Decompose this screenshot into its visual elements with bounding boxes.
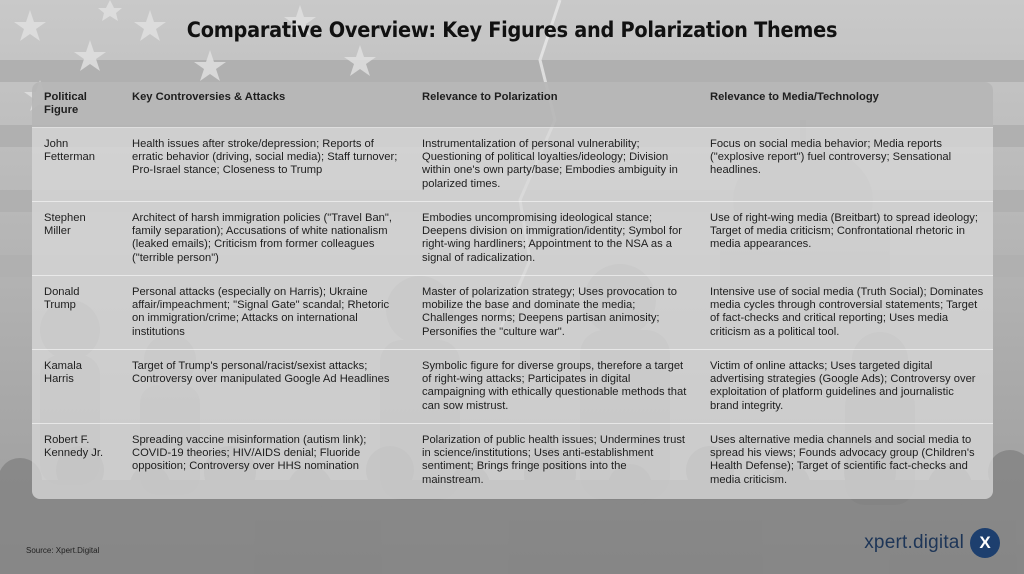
source-note: Source: Xpert.Digital <box>26 546 100 555</box>
cell-figure: John Fetterman <box>32 128 120 202</box>
brand-x-icon: X <box>970 528 1000 558</box>
comparison-table <box>32 82 993 499</box>
cell-controversies: Spreading vaccine misinformation (autism link); COVID-19 theories; HIV/AIDS denial; Fluoride opposition; Controversy over HHS nomination <box>120 424 410 495</box>
cell-polarization: Embodies uncompromising ideological stance; Deepens division on immigration/identity; Symbol for right-wing hardliners; Appointment to the NSA as a signal of radicalization. <box>410 202 698 276</box>
cell-media: Uses alternative media channels and social media to spread his views; Founds advocacy group (Children's Health Defense); Target of scientific fact-checks and media criticism. <box>698 424 993 495</box>
cell-media: Focus on social media behavior; Media reports ("explosive report") fuel controversy; Sensational headlines. <box>698 128 993 202</box>
cell-controversies: Architect of harsh immigration policies ("Travel Ban", family separation); Accusations of white nationalism (leaked emails); Criticism from former colleagues ("terrible person") <box>120 202 410 276</box>
header-relevance-polarization: Relevance to Polarization <box>410 82 698 128</box>
header-relevance-media: Relevance to Media/Technology <box>698 82 993 128</box>
cell-polarization: Polarization of public health issues; Undermines trust in science/institutions; Uses anti-establishment sentiment; Brings fringe positions into the mainstream. <box>410 424 698 495</box>
cell-controversies: Target of Trump's personal/racist/sexist attacks; Controversy over manipulated Google Ad Headlines <box>120 350 410 424</box>
page-title: Comparative Overview: Key Figures and Polarization Themes <box>186 18 838 42</box>
table-row <box>32 350 993 424</box>
cell-figure: Stephen Miller <box>32 202 120 276</box>
brand-logo[interactable] <box>864 528 1000 558</box>
cell-media: Use of right-wing media (Breitbart) to spread ideology; Target of media criticism; Confrontational rhetoric in media appearances. <box>698 202 993 276</box>
table-row <box>32 276 993 350</box>
table <box>32 82 993 495</box>
cell-figure: Kamala Harris <box>32 350 120 424</box>
table-row <box>32 424 993 495</box>
cell-polarization: Master of polarization strategy; Uses provocation to mobilize the base and dominate the media; Challenges norms; Deepens partisan animosity; Personifies the "culture war". <box>410 276 698 350</box>
cell-media: Intensive use of social media (Truth Social); Dominates media cycles through controversial statements; Target of fact-checks and critical reporting; Uses media criticism as a political tool. <box>698 276 993 350</box>
cell-media: Victim of online attacks; Uses targeted digital advertising strategies (Google Ads); Controversy over exploitation of platform guidelines and journalistic brand integrity. <box>698 350 993 424</box>
table-row <box>32 128 993 202</box>
cell-polarization: Symbolic figure for diverse groups, therefore a target of right-wing attacks; Participates in digital campaigning with ethically questionable methods that can sow mistrust. <box>410 350 698 424</box>
cell-figure: Donald Trump <box>32 276 120 350</box>
cell-figure: Robert F. Kennedy Jr. <box>32 424 120 495</box>
brand-name: xpert.digital <box>864 532 964 553</box>
table-header-row <box>32 82 993 128</box>
header-key-controversies: Key Controversies & Attacks <box>120 82 410 128</box>
cell-polarization: Instrumentalization of personal vulnerability; Questioning of political loyalties/ideology; Division within one's own party/base; Embodies ambiguity in polarized times. <box>410 128 698 202</box>
header-political-figure: Political Figure <box>32 82 120 128</box>
cell-controversies: Personal attacks (especially on Harris); Ukraine affair/impeachment; "Signal Gate" scandal; Rhetoric on immigration/crime; Attacks on international institutions <box>120 276 410 350</box>
table-row <box>32 202 993 276</box>
cell-controversies: Health issues after stroke/depression; Reports of erratic behavior (driving, social media); Staff turnover; Pro-Israel stance; Closeness to Trump <box>120 128 410 202</box>
